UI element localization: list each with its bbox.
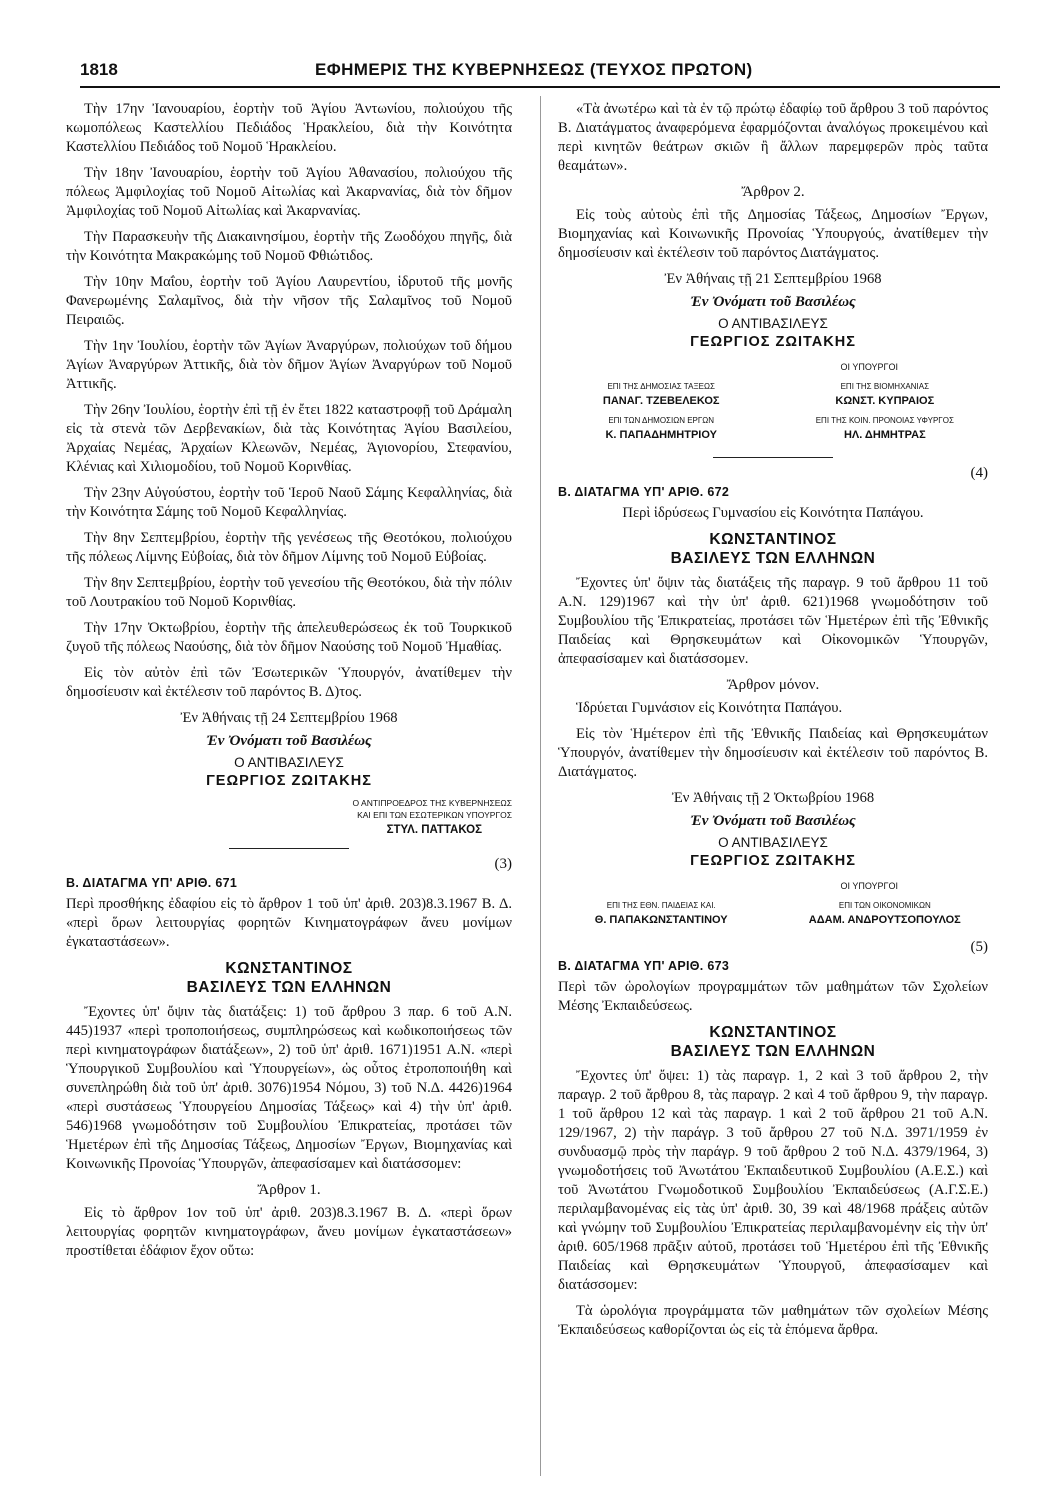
execution-paragraph: Εἰς τὸν Ἡμέτερον ἐπὶ τῆς Ἐθνικῆς Παιδείας καὶ Θρησκευμάτων Ὑπουργόν, ἀνατίθεμεν τὴν δημοσίευσιν καὶ ἐκτέλεσιν τοῦ παρόντος Β. Διατάγματος.	[558, 726, 988, 780]
regent-signature-name: ΓΕΩΡΓΙΟΣ ΖΩΙΤΑΚΗΣ	[690, 334, 856, 350]
page-header	[80, 56, 1000, 88]
holiday-paragraph: Τὴν 1ην Ἰουλίου, ἑορτὴν τῶν Ἁγίων Ἀναργύρων, πολιούχων τοῦ δήμου Ἁγίων Ἀναργύρων Ἀττικῆς, διὰ τὸν δῆμον Ἁγίων Ἀναργύρων τοῦ Νομοῦ Ἀττικῆς.	[66, 338, 512, 392]
holiday-paragraph: Τὴν 17ην Ἰανουαρίου, ἑορτὴν τοῦ Ἁγίου Ἀντωνίου, πολιούχου τῆς κωμοπόλεως Καστελλίου Πεδιάδος Ἡρακλείου, διὰ τὴν Κοινότητα Καστελλίου Πεδιάδος τοῦ Νομοῦ Ἡρακλείου.	[66, 101, 512, 155]
minister-role: ΕΠΙ ΤΗΣ ΔΗΜΟΣΙΑΣ ΤΑΞΕΩΣ	[607, 382, 715, 391]
ministers-row	[558, 381, 988, 449]
in-name-of-king: Ἐν Ὀνόματι τοῦ Βασιλέως	[690, 294, 856, 310]
minister-block	[558, 900, 764, 934]
final-paragraph: Τὰ ὡρολόγια προγράμματα τῶν μαθημάτων τῶν σχολείων Μέσης Ἐκπαιδεύσεως καθορίζονται ὡς εἰς τὰ ἑπόμενα ἄρθρα.	[558, 1303, 988, 1338]
quoted-paragraph: «Τὰ ἀνωτέρω καὶ τὰ ἐν τῷ πρώτῳ ἐδαφίῳ τοῦ ἄρθρου 3 τοῦ παρόντος Β. Διατάγματος ἀναφερόμενα ἐφαρμόζονται ἀναλόγως προκειμένου καὶ περὶ κινητῶν θεάτρων σκιῶν ἢ ἄλλων παρεμφερῶν πρὸς ταῦτα θεαμάτων».	[558, 101, 988, 174]
in-name-of-king: Ἐν Ὀνόματι τοῦ Βασιλέως	[690, 813, 856, 829]
preamble: Ἔχοντες ὑπ' ὄψει: 1) τὰς παραγρ. 1, 2 καὶ 3 τοῦ ἄρθρου 2, τὴν παραγρ. 2 τοῦ ἄρθρου 8, τὰς παραγρ. 2 καὶ 4 τοῦ ἄρθρου 9, τὴν παραγρ. 1 τοῦ ἄρθρου 12 καὶ τὰς παραγρ. 1 καὶ 2 τοῦ ἄρθρου 21 τοῦ Α.Ν. 129/1967, 2) τὴν παράγρ. 3 τοῦ ἄρθρου 27 τοῦ Ν.Δ. 3971/1959 ἐν συνδυασμῷ πρὸς τὴν παράγρ. 9 τοῦ ἄρθρου 2 τοῦ Ν.Δ. 4379/1964, 3) γνωμοδοτήσεις τοῦ Ἀνωτάτου Ἐκπαιδευτικοῦ Συμβουλίου (Α.Ε.Σ.) καὶ τοῦ Ἀνωτάτου Γνωμοδοτικοῦ Συμβουλίου Ἐκπαιδεύσεως (Α.Γ.Σ.Ε.) περιλαμβανομένας εἰς τὰς ὑπ' ἀριθ. 30, 39 καὶ 48/1968 πράξεις αὐτῶν καὶ γνώμην τοῦ Συμβουλίου Ἐπικρατείας περιλαμβανομένην εἰς τὴν ὑπ' ἀριθ. 605/1968 πρᾶξιν αὐτοῦ, προτάσει τοῦ Ἡμετέρου ἐπὶ τῆς Ἐθνικῆς Παιδείας καὶ Θρησκευμάτων Ὑπουργοῦ, ἀπεφασίσαμεν καὶ διατάσσομεν:	[558, 1068, 988, 1293]
minister-name: ΚΩΝΣΤ. ΚΥΠΡΑΙΟΣ	[835, 395, 935, 407]
decree-id: Β. ΔΙΑΤΑΓΜΑ ΥΠ' ΑΡΙΘ. 673	[558, 959, 730, 973]
gazette-title: ΕΦΗΜΕΡΙΣ ΤΗΣ ΚΥΒΕΡΝΗΣΕΩΣ (ΤΕΥΧΟΣ ΠΡΩΤΟΝ)	[315, 60, 753, 79]
minister-name: Θ. ΠΑΠΑΚΩΝΣΤΑΝΤΙΝΟΥ	[594, 914, 728, 926]
ministers-heading: ΟΙ ΥΠΟΥΡΓΟΙ	[840, 881, 898, 891]
king-name: ΚΩΝΣΤΑΝΤΙΝΟΣ	[709, 531, 837, 548]
minister-role-line: ΚΑΙ ΕΠΙ ΤΩΝ ΕΣΩΤΕΡΙΚΩΝ ΥΠΟΥΡΓΟΣ	[357, 810, 512, 820]
execution-paragraph: Εἰς τὸν αὐτὸν ἐπὶ τῶν Ἐσωτερικῶν Ὑπουργόν, ἀνατίθεμεν τὴν δημοσίευσιν καὶ ἐκτέλεσιν τοῦ παρόντος Β. Δ)τος.	[66, 665, 512, 700]
decree-id: Β. ΔΙΑΤΑΓΜΑ ΥΠ' ΑΡΙΘ. 671	[66, 876, 238, 890]
regent-signature-name: ΓΕΩΡΓΙΟΣ ΖΩΙΤΑΚΗΣ	[206, 773, 372, 789]
ministers-heading: ΟΙ ΥΠΟΥΡΓΟΙ	[840, 362, 898, 372]
decree-subject: Περὶ προσθήκης ἐδαφίου εἰς τὸ ἄρθρον 1 τοῦ ὑπ' ἀριθ. 203)8.3.1967 Β. Δ. «περὶ ὅρων λειτουργίας φορητῶν Κινηματογράφων ἄνευ μονίμων ἐγκαταστάσεων».	[66, 896, 512, 950]
section-separator	[229, 848, 349, 849]
item-number: (4)	[970, 465, 988, 481]
holiday-paragraph: Τὴν 26ην Ἰουλίου, ἑορτὴν ἐπὶ τῇ ἐν ἔτει 1822 καταστροφῇ τοῦ Δράμαλη εἰς τὰ στενὰ τῶν Δερβενακίων, διὰ τὰς Κοινότητας Ἁγίου Βασιλείου, Ἀρχαίας Νεμέας, Ἀρχαίων Κλεωνῶν, Νεμέας, Ἁγιονορίου, Στεφανίου, Κλένιας καὶ Χιλιομοδίου, τοῦ Νομοῦ Κορινθίας.	[66, 402, 512, 475]
minister-block	[558, 381, 764, 449]
header-rule	[80, 86, 1000, 88]
minister-role: ΕΠΙ ΤΗΣ ΕΘΝ. ΠΑΙΔΕΙΑΣ ΚΑΙ.	[606, 901, 716, 910]
holiday-paragraph: Τὴν 10ην Μαΐου, ἑορτὴν τοῦ Ἁγίου Λαυρεντίου, ἱδρυτοῦ τῆς μονῆς Φανερωμένης Σαλαμῖνος, διὰ τὴν νῆσον τῆς Σαλαμῖνος τοῦ Νομοῦ Πειραιῶς.	[66, 274, 512, 328]
place-date: Ἐν Ἀθήναις τῇ 2 Ὀκτωβρίου 1968	[671, 790, 875, 806]
holiday-paragraph: Τὴν 8ην Σεπτεμβρίου, ἑορτὴν τοῦ γενεσίου τῆς Θεοτόκου, διὰ τὴν πόλιν τοῦ Λουτρακίου τοῦ Νομοῦ Κορινθίας.	[66, 575, 512, 610]
minister-role: ΕΠΙ ΤΗΣ ΚΟΙΝ. ΠΡΟΝΟΙΑΣ ΥΦΥΡΓΟΣ	[815, 416, 954, 425]
minister-name: ΠΑΝΑΓ. ΤΖΕΒΕΛΕΚΟΣ	[602, 395, 720, 407]
article-heading: Ἄρθρον 2.	[741, 184, 805, 200]
page-number: 1818	[80, 60, 118, 79]
minister-block	[782, 381, 988, 449]
king-title: ΒΑΣΙΛΕΥΣ ΤΩΝ ΕΛΛΗΝΩΝ	[670, 550, 876, 567]
preamble: Ἔχοντες ὑπ' ὄψιν τὰς διατάξεις: 1) τοῦ ἄρθρου 3 παρ. 6 τοῦ Α.Ν. 445)1937 «περὶ τροποποιήσεως, συμπληρώσεως καὶ κωδικοποιήσεως τῶν περὶ κινηματογράφων διατάξεων», 2) τοῦ ὑπ' ἀριθ. 1671)1951 Α.Ν. «περὶ Ὑπουργικοῦ Συμβουλίου καὶ Ὑπουργείων», ὡς οὗτος ἐτροποποιήθη καὶ συνεπληρώθη διὰ τοῦ ὑπ' ἀριθ. 3076)1954 Νόμου, 3) τοῦ Ν.Δ. 4426)1964 «περὶ συστάσεως Ὑπουργείου Δημοσίας Τάξεως» καὶ 4) τὴν ὑπ' ἀριθ. 546)1968 γνωμοδότησιν τοῦ Συμβουλίου Ἐπικρατείας, προτάσει τῶν Ἡμετέρων ἐπὶ τῆς Δημοσίας Τάξεως, Δημοσίων Ἔργων, Βιομηχανίας καὶ Κοινωνικῆς Προνοίας Ὑπουργῶν, ἀπεφασίσαμεν καὶ διατάσσομεν:	[66, 1004, 512, 1172]
article-text: Εἰς τὸ ἄρθρον 1ον τοῦ ὑπ' ἀριθ. 203)8.3.1967 Β. Δ. «περὶ ὅρων λειτουργίας φορητῶν κινηματογράφων, ἄνευ μονίμων ἐγκαταστάσεων» προστίθεται ἐδάφιον ἔχον οὕτω:	[66, 1205, 512, 1259]
article-heading: Ἄρθρον 1.	[257, 1182, 321, 1198]
decree-subject: Περὶ τῶν ὡρολογίων προγραμμάτων τῶν μαθημάτων τῶν Σχολείων Μέσης Ἐκπαιδεύσεως.	[558, 979, 988, 1014]
item-number: (3)	[494, 856, 512, 872]
ministers-row	[558, 900, 988, 934]
item-number: (5)	[970, 939, 988, 955]
preamble: Ἔχοντες ὑπ' ὄψιν τὰς διατάξεις τῆς παραγρ. 9 τοῦ ἄρθρου 11 τοῦ Α.Ν. 129)1967 καὶ τὴν ὑπ' ἀριθ. 621)1968 γνωμοδότησιν τοῦ Συμβουλίου τῆς Ἐπικρατείας, προτάσει τῶν Ἡμετέρων ἐπὶ τῆς Ἐθνικῆς Παιδείας καὶ Θρησκευμάτων καὶ Οἰκονομικῶν Ὑπουργῶν, ἀπεφασίσαμεν καὶ διατάσσομεν.	[558, 575, 988, 667]
minister-name: ΑΔΑΜ. ΑΝΔΡΟΥΤΣΟΠΟΥΛΟΣ	[808, 914, 961, 926]
minister-name: ΗΛ. ΔΗΜΗΤΡΑΣ	[843, 429, 926, 441]
holiday-paragraph: Τὴν Παρασκευὴν τῆς Διακαινησίμου, ἑορτὴν τῆς Ζωοδόχου πηγῆς, διὰ τὴν Κοινότητα Μακρακώμης τοῦ Νομοῦ Φθιώτιδος.	[66, 229, 512, 264]
minister-role: ΕΠΙ ΤΩΝ ΟΙΚΟΝΟΜΙΚΩΝ	[838, 901, 931, 910]
in-name-of-king: Ἐν Ὀνόματι τοῦ Βασιλέως	[206, 733, 372, 749]
place-date: Ἐν Ἀθήναις τῇ 24 Σεπτεμβρίου 1968	[180, 710, 398, 726]
decree-id: Β. ΔΙΑΤΑΓΜΑ ΥΠ' ΑΡΙΘ. 672	[558, 485, 730, 499]
holiday-paragraph: Τὴν 18ην Ἰανουαρίου, ἑορτὴν τοῦ Ἁγίου Ἀθανασίου, πολιούχου τῆς πόλεως Ἀμφιλοχίας τοῦ Νομοῦ Αἰτωλίας καὶ Ἀκαρνανίας, διὰ τὸν δῆμον Ἀμφιλοχίας τοῦ Νομοῦ Αἰτωλίας καὶ Ἀκαρνανίας.	[66, 165, 512, 219]
minister-name: Κ. ΠΑΠΑΔΗΜΗΤΡΙΟΥ	[605, 429, 717, 441]
section-separator	[713, 457, 833, 458]
king-title: ΒΑΣΙΛΕΥΣ ΤΩΝ ΕΛΛΗΝΩΝ	[670, 1043, 876, 1060]
article-heading: Ἄρθρον μόνον.	[726, 677, 820, 693]
regent-title: Ο ΑΝΤΙΒΑΣΙΛΕΥΣ	[718, 835, 828, 850]
holiday-paragraph: Τὴν 17ην Ὀκτωβρίου, ἑορτὴν τῆς ἀπελευθερώσεως ἐκ τοῦ Τουρκικοῦ ζυγοῦ τῆς πόλεως Ναούσης, διὰ τὸν δῆμον Ναούσης τοῦ Νομοῦ Ἠμαθίας.	[66, 620, 512, 655]
minister-block	[782, 900, 988, 934]
place-date: Ἐν Ἀθήναις τῇ 21 Σεπτεμβρίου 1968	[664, 271, 882, 287]
regent-title: Ο ΑΝΤΙΒΑΣΙΛΕΥΣ	[234, 755, 344, 770]
right-column	[558, 100, 988, 1347]
decree-subject: Περὶ ἱδρύσεως Γυμνασίου εἰς Κοινότητα Παπάγου.	[622, 505, 924, 521]
king-name: ΚΩΝΣΤΑΝΤΙΝΟΣ	[709, 1024, 837, 1041]
regent-signature-name: ΓΕΩΡΓΙΟΣ ΖΩΙΤΑΚΗΣ	[690, 853, 856, 869]
left-column	[66, 100, 512, 1268]
minister-role-line: Ο ΑΝΤΙΠΡΟΕΔΡΟΣ ΤΗΣ ΚΥΒΕΡΝΗΣΕΩΣ	[352, 798, 512, 808]
minister-signature-name: ΣΤΥΛ. ΠΑΤΤΑΚΟΣ	[386, 824, 482, 836]
column-divider	[540, 96, 541, 1476]
article-text: Εἰς τοὺς αὐτοὺς ἐπὶ τῆς Δημοσίας Τάξεως, Δημοσίων Ἔργων, Βιομηχανίας καὶ Κοινωνικῆς Προνοίας Ὑπουργούς, ἀνατίθεμεν τὴν δημοσίευσιν καὶ ἐκτέλεσιν τοῦ παρόντος Διατάγματος.	[558, 207, 988, 261]
king-title: ΒΑΣΙΛΕΥΣ ΤΩΝ ΕΛΛΗΝΩΝ	[186, 979, 392, 996]
article-text: Ἱδρύεται Γυμνάσιον εἰς Κοινότητα Παπάγου.	[576, 700, 843, 716]
holiday-paragraph: Τὴν 23ην Αὐγούστου, ἑορτὴν τοῦ Ἱεροῦ Ναοῦ Σάμης Κεφαλληνίας, διὰ τὴν Κοινότητα Σάμης τοῦ Νομοῦ Κεφαλληνίας.	[66, 485, 512, 520]
minister-role: ΕΠΙ ΤΗΣ ΒΙΟΜΗΧΑΝΙΑΣ	[840, 382, 930, 391]
minister-role: ΕΠΙ ΤΩΝ ΔΗΜΟΣΙΩΝ ΕΡΓΩΝ	[608, 416, 715, 425]
king-name: ΚΩΝΣΤΑΝΤΙΝΟΣ	[225, 960, 353, 977]
holiday-paragraph: Τὴν 8ην Σεπτεμβρίου, ἑορτὴν τῆς γενέσεως τῆς Θεοτόκου, πολιούχου τῆς πόλεως Λίμνης Εὐβοίας, διὰ τὸν δῆμον Λίμνης τοῦ Νομοῦ Εὐβοίας.	[66, 530, 512, 565]
regent-title: Ο ΑΝΤΙΒΑΣΙΛΕΥΣ	[718, 316, 828, 331]
